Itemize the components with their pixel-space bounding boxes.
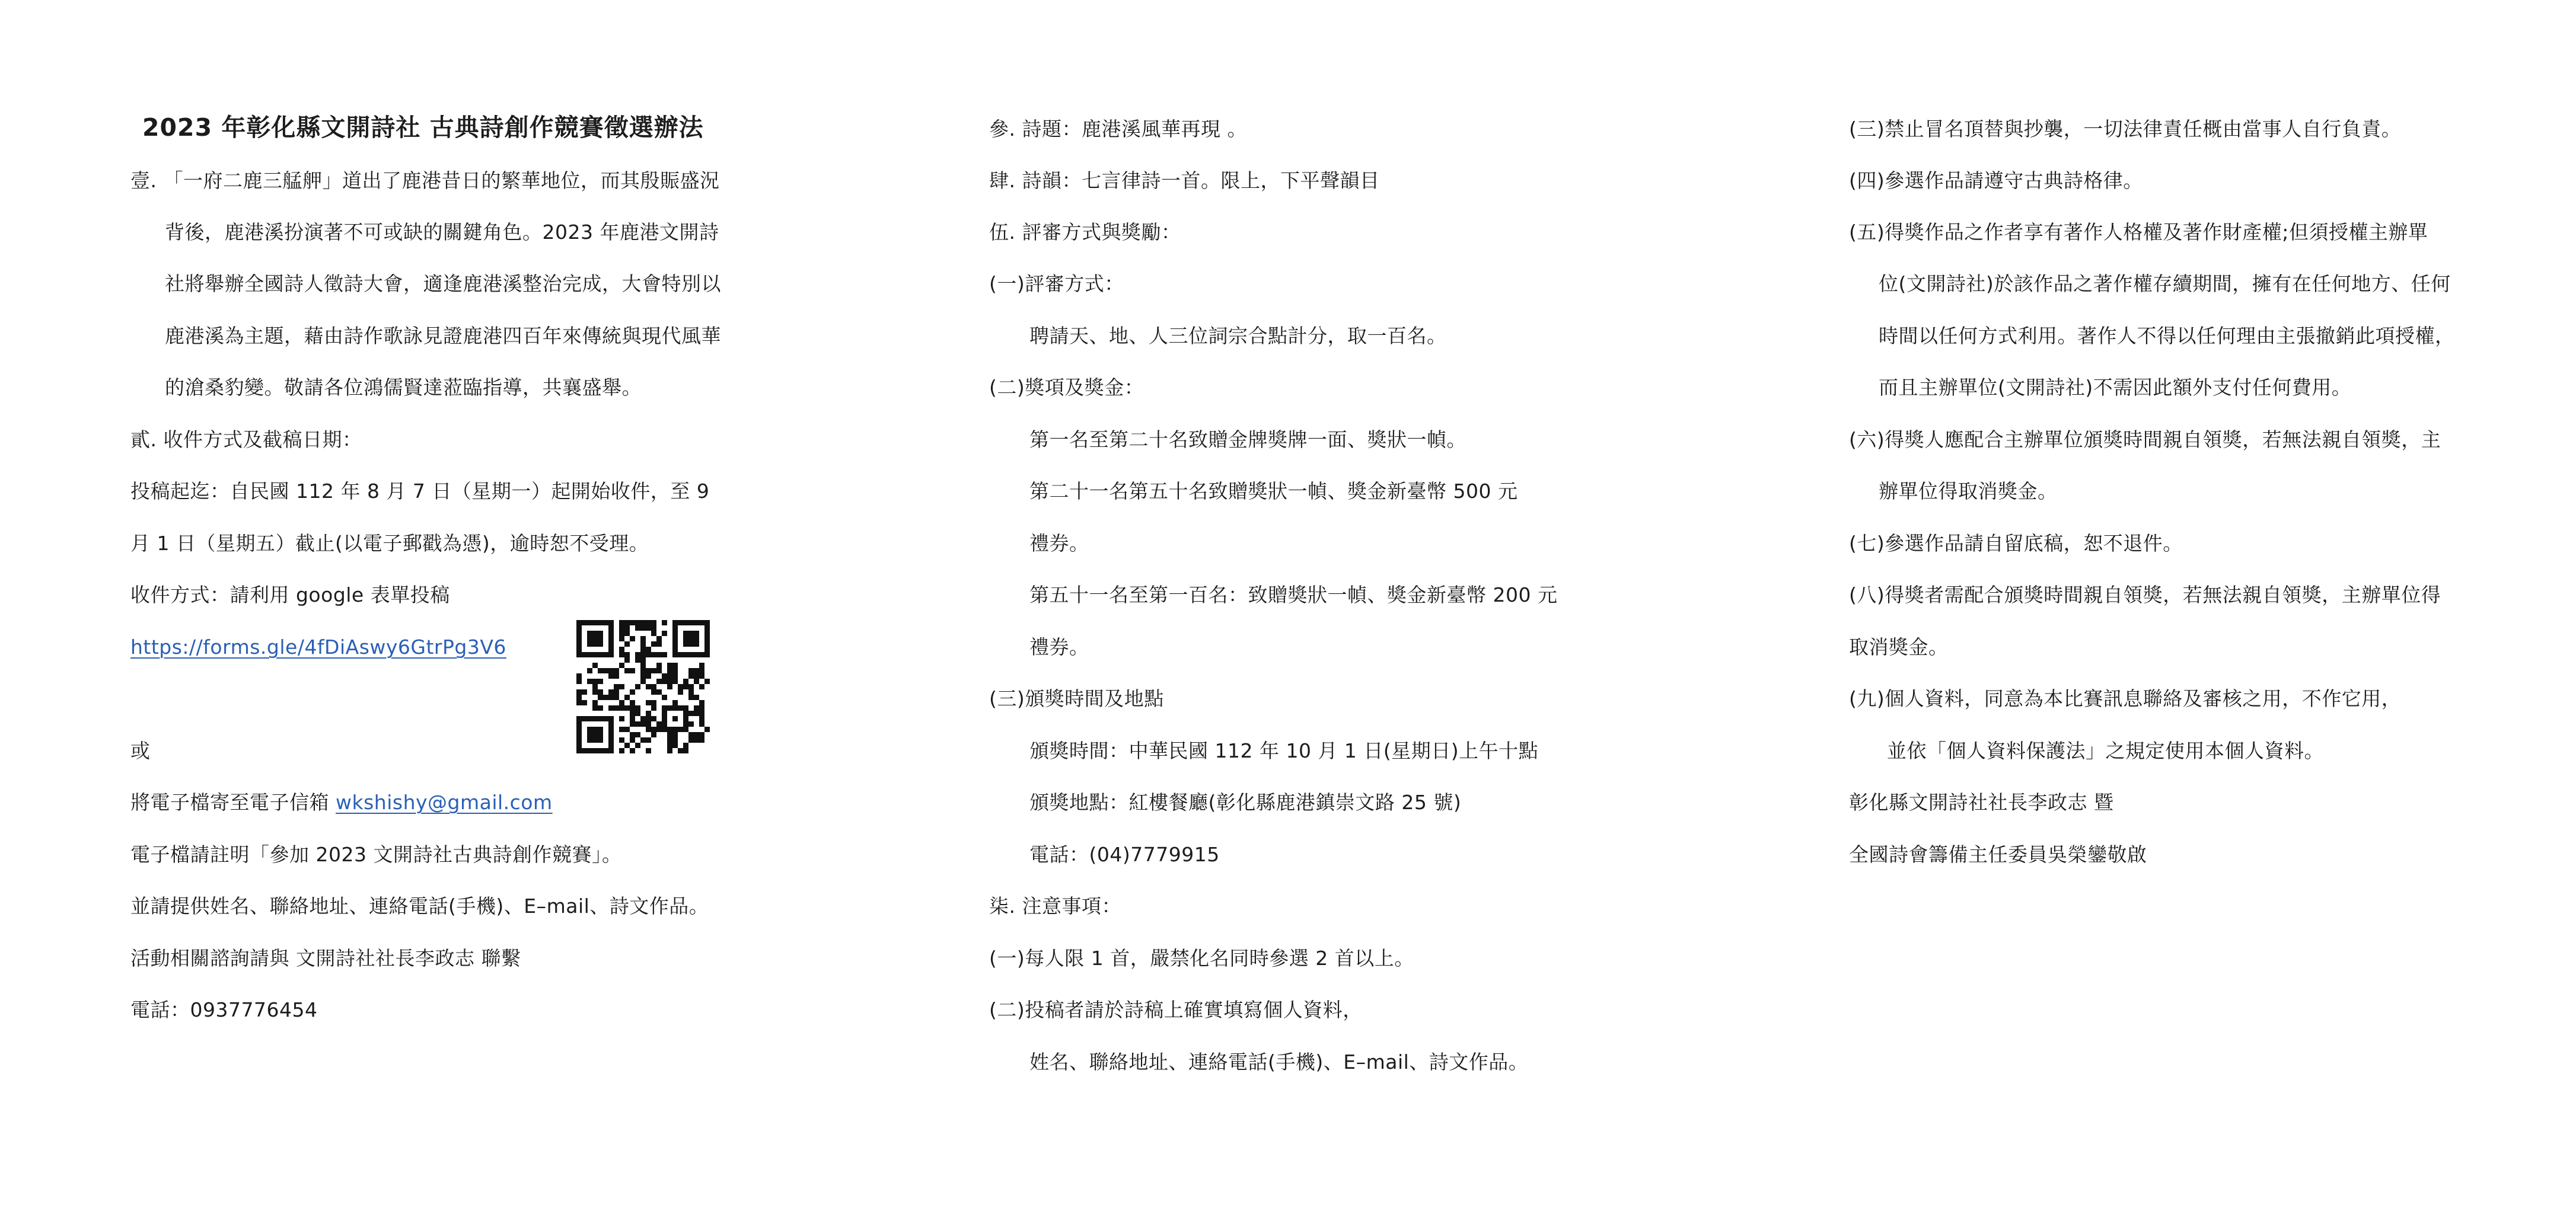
paragraph-line: 壹. 「一府二鹿三艋舺」道出了鹿港昔日的繁華地位，而其殷賑盛況 [130, 169, 720, 192]
paragraph-line: 聘請天、地、人三位詞宗合點計分，取一百名。 [1029, 324, 1447, 347]
paragraph-line: 並依「個人資料保護法」之規定使用本個人資料。 [1887, 739, 2324, 762]
email-line [130, 791, 553, 814]
paragraph-line: 背後，鹿港溪扮演著不可或缺的關鍵角色。2023 年鹿港文開詩 [165, 221, 719, 244]
paragraph-line: 辦單位得取消獎金。 [1879, 480, 2058, 503]
google-form-link[interactable]: https://forms.gle/4fDiAswy6GtrPg3V6 [130, 635, 506, 659]
paragraph-line: (一)每人限 1 首，嚴禁化名同時參選 2 首以上。 [989, 947, 1414, 970]
or-text: 或 [130, 739, 151, 762]
paragraph-line: 第二十一名第五十名致贈獎狀一幀、獎金新臺幣 500 元 [1029, 480, 1518, 503]
paragraph-line: 姓名、聯絡地址、連絡電話(手機)、E–mail、詩文作品。 [1029, 1050, 1529, 1074]
email-prefix: 將電子檔寄至電子信箱 [130, 791, 336, 814]
paragraph-line: 活動相關諮詢請與 文開詩社社長李政志 聯繫 [130, 947, 521, 970]
paragraph-line: (二)投稿者請於詩稿上確實填寫個人資料， [989, 998, 1363, 1021]
paragraph-line: (九)個人資料，同意為本比賽訊息聯絡及審核之用，不作它用， [1849, 687, 2402, 710]
paragraph-line: 並請提供姓名、聯絡地址、連絡電話(手機)、E–mail、詩文作品。 [130, 894, 709, 918]
paragraph-line: 收件方式：請利用 google 表單投稿 [130, 583, 450, 606]
paragraph-line: 而且主辦單位(文開詩社)不需因此額外支付任何費用。 [1879, 376, 2352, 399]
paragraph-line: 第一名至第二十名致贈金牌獎牌一面、獎狀一幀。 [1029, 428, 1466, 451]
paragraph-line: 禮券。 [1029, 635, 1089, 659]
section-heading: 貳. 收件方式及截稿日期： [130, 428, 362, 451]
signature-line: 彰化縣文開詩社社長李政志 暨 [1849, 791, 2114, 814]
paragraph-line: 第五十一名至第一百名：致贈獎狀一幀、獎金新臺幣 200 元 [1029, 583, 1558, 606]
paragraph-line: (三)禁止冒名頂替與抄襲，一切法律責任概由當事人自行負責。 [1849, 117, 2402, 140]
paragraph-line: 頒獎時間：中華民國 112 年 10 月 1 日(星期日)上午十點 [1029, 739, 1539, 762]
paragraph-line: 時間以任何方式利用。著作人不得以任何理由主張撤銷此項授權， [1879, 324, 2455, 347]
paragraph-line: 電子檔請註明「參加 2023 文開詩社古典詩創作競賽」。 [130, 843, 622, 866]
paragraph-line: (五)得獎作品之作者享有著作人格權及著作財產權;但須授權主辦單 [1849, 221, 2428, 244]
section-heading: 肆. 詩韻：七言律詩一首。限上，下平聲韻目 [989, 169, 1380, 192]
paragraph-line: 的滄桑豹變。敬請各位鴻儒賢達蒞臨指導，共襄盛舉。 [165, 376, 642, 399]
paragraph-line: (七)參選作品請自留底稿，恕不退件。 [1849, 532, 2183, 555]
subsection-heading: (二)獎項及獎金： [989, 376, 1144, 399]
paragraph-line: 社將舉辦全國詩人徵詩大會，適逢鹿港溪整治完成，大會特別以 [165, 272, 721, 295]
qr-code-image [576, 620, 710, 753]
contact-phone: 電話：0937776454 [130, 998, 318, 1021]
paragraph-line: (六)得獎人應配合主辦單位頒獎時間親自領獎，若無法親自領獎，主 [1849, 428, 2441, 451]
section-heading: 伍. 評審方式與獎勵： [989, 221, 1181, 244]
paragraph-line: 投稿起迄：自民國 112 年 8 月 7 日（星期一）起開始收件，至 9 [130, 480, 710, 503]
paragraph-line: 取消獎金。 [1849, 635, 1949, 659]
paragraph-line: 位(文開詩社)於該作品之著作權存續期間，擁有在任何地方、任何 [1879, 272, 2451, 295]
paragraph-line: (四)參選作品請遵守古典詩格律。 [1849, 169, 2143, 192]
paragraph-line: 頒獎地點：紅樓餐廳(彰化縣鹿港鎮崇文路 25 號) [1029, 791, 1462, 814]
paragraph-line: 鹿港溪為主題，藉由詩作歌詠見證鹿港四百年來傳統與現代風華 [165, 324, 721, 347]
subsection-heading: (三)頒獎時間及地點 [989, 687, 1164, 710]
subsection-heading: (一)評審方式： [989, 272, 1124, 295]
paragraph-line: 月 1 日（星期五）截止(以電子郵戳為憑)，逾時恕不受理。 [130, 532, 649, 555]
section-heading: 參. 詩題：鹿港溪風華再現 。 [989, 117, 1247, 140]
email-link[interactable]: wkshishy@gmail.com [336, 791, 553, 814]
section-heading: 柒. 注意事項： [989, 894, 1121, 918]
page-title: 2023 年彰化縣文開詩社 古典詩創作競賽徵選辦法 [142, 113, 704, 142]
paragraph-line: 禮券。 [1029, 532, 1089, 555]
paragraph-line: (八)得獎者需配合頒獎時間親自領獎，若無法親自領獎，主辦單位得 [1849, 583, 2441, 606]
paragraph-line: 電話：(04)7779915 [1029, 843, 1220, 866]
signature-line: 全國詩會籌備主任委員吳榮鑾敬啟 [1849, 843, 2147, 866]
